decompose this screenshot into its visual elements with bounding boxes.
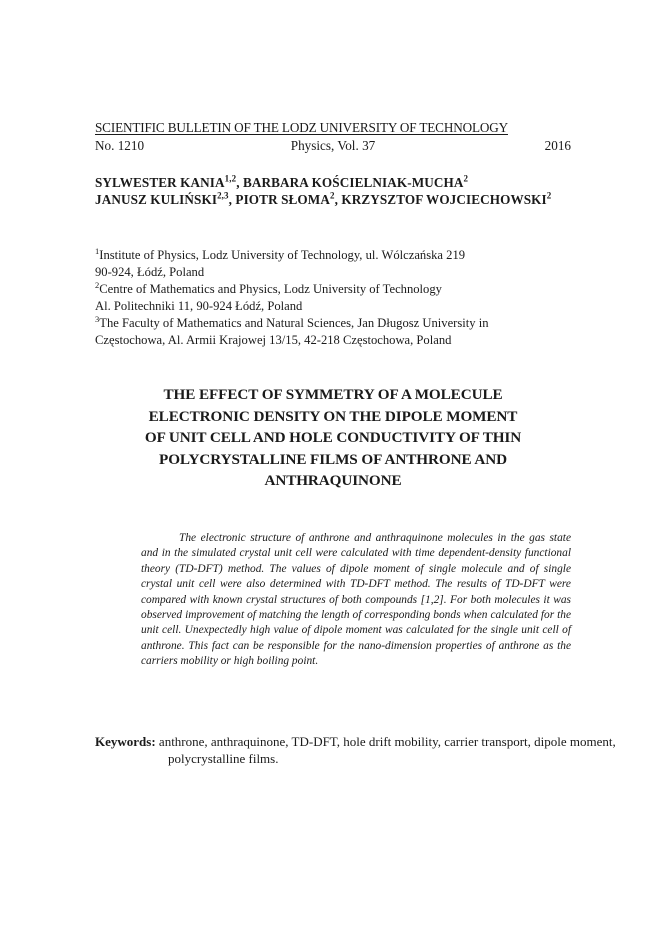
author-line-2: [95, 191, 571, 208]
keywords-label: Keywords:: [95, 734, 156, 749]
issue-number: No. 1210: [95, 138, 145, 153]
author-affiliation-mark: 2: [546, 190, 552, 201]
title-line: POLYCRYSTALLINE FILMS OF ANTHRONE AND: [159, 450, 507, 468]
affiliation-line: [95, 315, 571, 332]
title-line: ELECTRONIC DENSITY ON THE DIPOLE MOMENT: [148, 407, 518, 425]
author-name: BARBARA KOŚCIELNIAK-MUCHA: [243, 175, 464, 190]
issue-year: 2016: [544, 138, 571, 153]
author-name: PIOTR SŁOMA: [235, 192, 330, 207]
affiliation-text: The Faculty of Mathematics and Natural Sciences, Jan Długosz University in: [99, 316, 489, 331]
author-separator: ,: [334, 192, 342, 207]
affiliation-line: Al. Politechniki 11, 90-924 Łódź, Poland: [95, 299, 303, 314]
paper-title: [95, 384, 571, 492]
author-list: [95, 174, 571, 208]
affiliation-line: [95, 281, 571, 298]
author-affiliation-mark: 1,2: [224, 173, 237, 184]
title-line: ANTHRAQUINONE: [264, 472, 402, 489]
keywords-text: anthrone, anthraquinone, TD-DFT, hole drift mobility, carrier transport, dipole moment, polycrystalline films.: [158, 734, 616, 766]
keywords: [95, 733, 644, 767]
title-line: THE EFFECT OF SYMMETRY OF A MOLECULE: [163, 386, 503, 403]
affiliation-list: [95, 247, 571, 350]
affiliation-text: Centre of Mathematics and Physics, Lodz University of Technology: [99, 282, 442, 297]
journal-title: SCIENTIFIC BULLETIN OF THE LODZ UNIVERSITY OF TECHNOLOGY: [95, 120, 508, 135]
affiliation-line: [95, 247, 571, 264]
author-separator: ,: [228, 192, 236, 207]
author-line-1: [95, 174, 571, 191]
affiliation-line: 90-924, Łódź, Poland: [95, 265, 205, 280]
author-name: KRZYSZTOF WOJCIECHOWSKI: [341, 192, 547, 207]
author-separator: ,: [236, 175, 243, 190]
author-name: JANUSZ KULIŃSKI: [95, 192, 218, 207]
affiliation-line: Częstochowa, Al. Armii Krajowej 13/15, 42-218 Częstochowa, Poland: [95, 333, 452, 348]
affiliation-mark: 3: [95, 314, 100, 325]
author-name: SYLWESTER KANIA: [95, 175, 225, 190]
author-affiliation-mark: 2: [329, 190, 335, 201]
issue-volume: Physics, Vol. 37: [290, 138, 376, 153]
abstract: The electronic structure of anthrone and anthraquinone molecules in the gas state and in the simulated crystal unit cell were calculated with time dependent-density functional theory (TD-DFT) method. The values of dipole moment of single molecule and of single crystal unit cell were also determined with TD-DFT method. The results of TD-DFT were compared with known crystal structures of both compounds [1,2]. For both molecules it was observed improvement of matching the length of corresponding bonds when calculated for the unit cell. Unexpectedly high value of dipole moment was calculated for the single unit cell of anthrone. This fact can be responsible for the nano-dimension properties of anthrone as the carriers mobility or high boiling point.: [141, 532, 571, 668]
affiliation-mark: 1: [95, 245, 100, 256]
title-line: OF UNIT CELL AND HOLE CONDUCTIVITY OF THIN: [144, 429, 522, 446]
issue-line: [95, 138, 571, 154]
affiliation-mark: 2: [95, 280, 100, 290]
author-affiliation-mark: 2: [463, 173, 469, 184]
affiliation-text: Institute of Physics, Lodz University of Technology, ul. Wólczańska 219: [99, 248, 466, 262]
author-affiliation-mark: 2,3: [217, 190, 229, 201]
